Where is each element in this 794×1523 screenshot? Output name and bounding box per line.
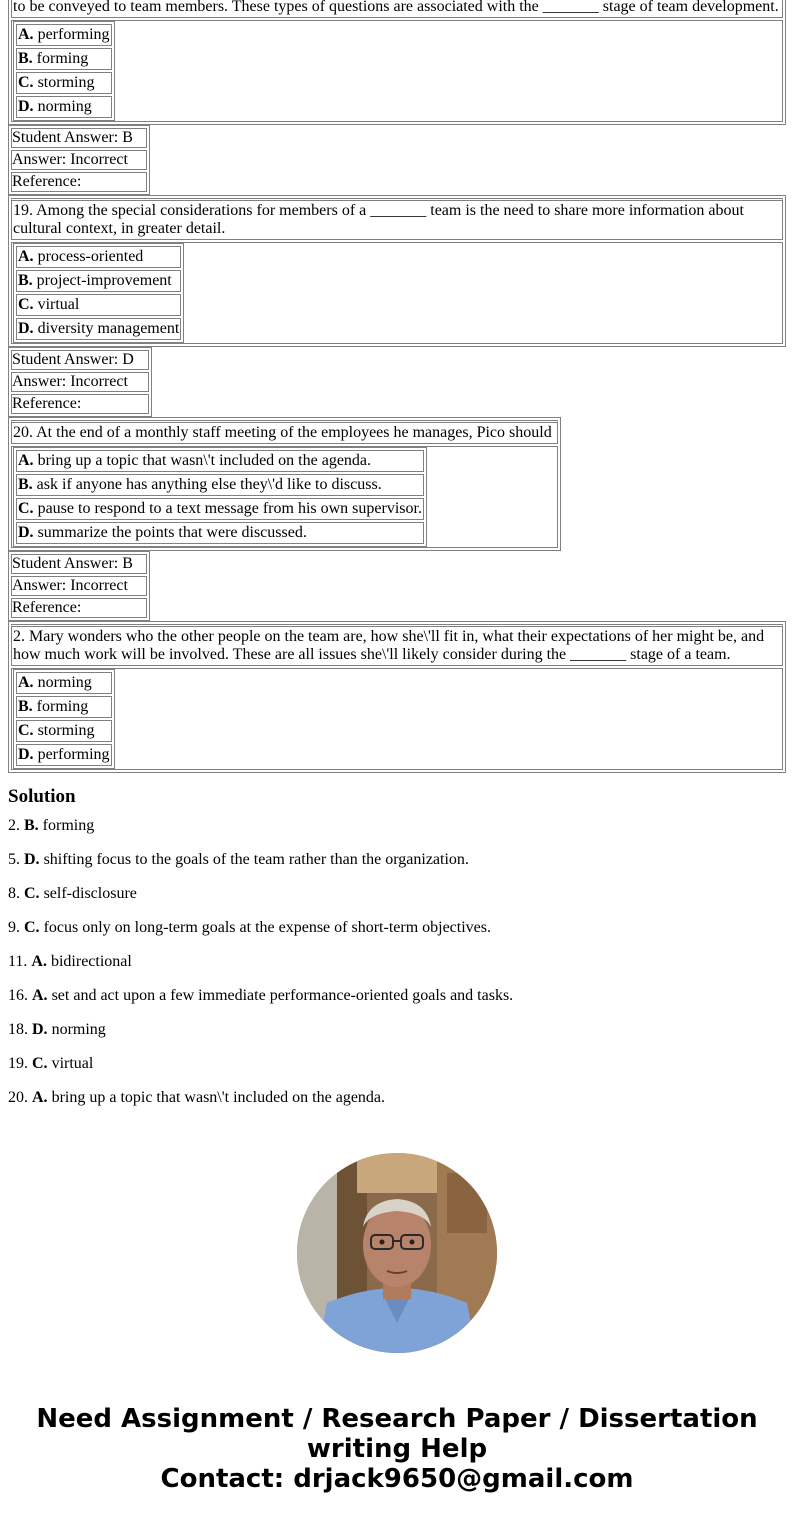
answer-status: Answer: Incorrect [11,372,149,392]
solution-item: 5. D. shifting focus to the goals of the team rather than the organization. [8,851,469,868]
question-2-text: 2. Mary wonders who the other people on the team are, how she\'ll fit in, what their expectations of her might be, and how much work will be involved. These are all issues she\'ll likely consider during the _______ stage of a team. [11,624,783,666]
promo-banner [0,1404,794,1494]
answer-box-20 [8,551,150,621]
option-d: D. performing [16,744,112,766]
reference: Reference: [11,394,149,414]
student-answer: Student Answer: B [11,128,147,148]
question-20-options-cell [11,446,558,548]
solution-item: 9. C. focus only on long-term goals at the expense of short-term objectives. [8,919,491,936]
option-b: B. project-improvement [16,270,181,292]
option-b: B. ask if anyone has anything else they\'d like to discuss. [16,474,424,496]
question-2-options [13,669,115,769]
question-19 [8,195,786,347]
author-photo-illustration [297,1153,497,1353]
reference: Reference: [11,598,147,618]
option-b: B. forming [16,696,112,718]
question-19-text: 19. Among the special considerations for members of a _______ team is the need to share more information about cultural context, in greater detail. [11,198,783,240]
answer-box-18 [8,125,150,195]
option-c: C. storming [16,720,112,742]
option-a: A. process-oriented [16,246,181,268]
question-20-options [13,447,427,547]
promo-line-2: writing Help [306,1434,488,1464]
reference: Reference: [11,172,147,192]
question-18-options-cell [11,20,783,122]
option-c: C. storming [16,72,112,94]
answer-box-19 [8,347,152,417]
solution-item: 20. A. bring up a topic that wasn\'t included on the agenda. [8,1089,386,1106]
option-a: A. performing [16,24,112,46]
option-a: A. bring up a topic that wasn\'t included on the agenda. [16,450,424,472]
answer-status: Answer: Incorrect [11,150,147,170]
question-2 [8,621,786,773]
solution-heading: Solution [8,786,76,807]
option-c: C. pause to respond to a text message from his own supervisor. [16,498,424,520]
question-2-options-cell [11,668,783,770]
answer-status: Answer: Incorrect [11,576,147,596]
solution-item: 19. C. virtual [8,1055,94,1072]
author-avatar [297,1153,497,1353]
option-a: A. norming [16,672,112,694]
solution-list [8,817,513,1123]
solution-item: 2. B. forming [8,817,95,834]
solution-item: 11. A. bidirectional [8,953,132,970]
student-answer: Student Answer: D [11,350,149,370]
option-d: D. diversity management [16,318,181,340]
question-20 [8,417,561,551]
option-d: D. summarize the points that were discussed. [16,522,424,544]
solution-item: 16. A. set and act upon a few immediate performance-oriented goals and tasks. [8,987,514,1004]
question-20-text: 20. At the end of a monthly staff meeting of the employees he manages, Pico should [11,420,558,444]
question-18 [8,0,786,125]
option-b: B. forming [16,48,112,70]
option-c: C. virtual [16,294,181,316]
question-19-options [13,243,184,343]
question-18-text: to be conveyed to team members. These types of questions are associated with the _______ stage of team development. [11,0,783,18]
question-18-options [13,21,115,121]
question-19-options-cell [11,242,783,344]
student-answer: Student Answer: B [11,554,147,574]
promo-contact: Contact: drjack9650@gmail.com [160,1464,634,1494]
promo-line-1: Need Assignment / Research Paper / Dissertation [36,1404,758,1434]
solution-item: 8. C. self-disclosure [8,885,137,902]
option-d: D. norming [16,96,112,118]
solution-item: 18. D. norming [8,1021,106,1038]
